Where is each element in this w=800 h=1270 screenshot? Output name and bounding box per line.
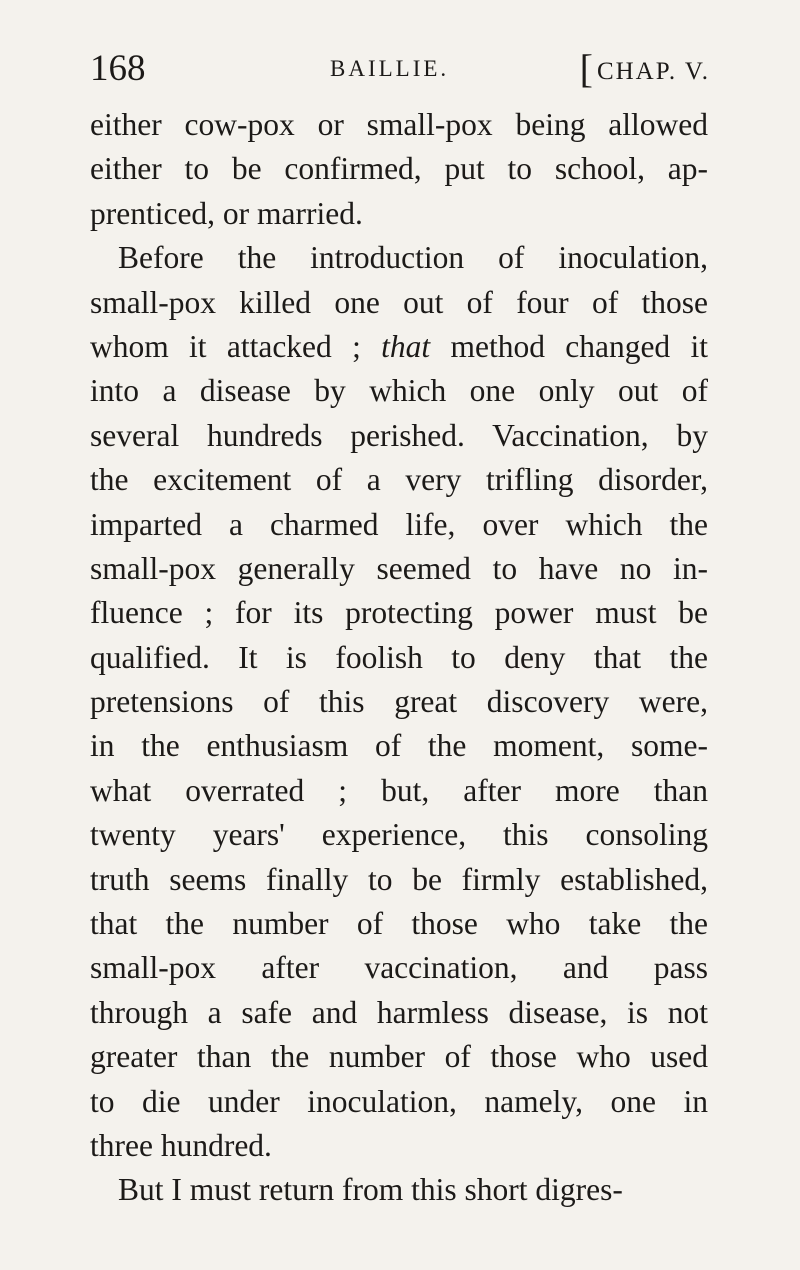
chapter-mark bbox=[580, 44, 710, 97]
text-line: what overrated ; but, after more than bbox=[90, 772, 708, 808]
text-line: prenticed, or married. bbox=[90, 195, 363, 231]
text-line: either to be confirmed, put to school, ap- bbox=[90, 151, 708, 187]
text-line bbox=[90, 325, 708, 369]
text-line: imparted a charmed life, over which the bbox=[90, 506, 708, 542]
text-line: truth seems finally to be firmly established, bbox=[90, 861, 708, 897]
bracket-glyph: [ bbox=[579, 46, 595, 91]
text-line: fluence ; for its protecting power must be bbox=[90, 595, 708, 631]
text-line: that the number of those who take the bbox=[90, 906, 708, 942]
text-line: several hundreds perished. Vaccination, by bbox=[90, 417, 708, 453]
text-line: greater than the number of those who used bbox=[90, 1039, 708, 1075]
text-line: qualified. It is foolish to deny that the bbox=[90, 639, 708, 675]
text-line: Before the introduction of inoculation, bbox=[118, 240, 708, 276]
text-line: small-pox after vaccination, and pass bbox=[90, 950, 708, 986]
text-line: small-pox killed one out of four of those bbox=[90, 284, 708, 320]
text-line: into a disease by which one only out of bbox=[90, 373, 708, 409]
body-text bbox=[90, 103, 708, 1213]
running-head bbox=[90, 44, 710, 94]
page-number: 168 bbox=[90, 48, 146, 89]
text-line: twenty years' experience, this consoling bbox=[90, 817, 708, 853]
text-line: pretensions of this great discovery were, bbox=[90, 684, 708, 720]
text-segment: method changed it bbox=[430, 328, 708, 364]
emphasized-word: that bbox=[381, 328, 431, 364]
running-title: BAILLIE. bbox=[330, 56, 450, 81]
text-line: But I must return from this short digres- bbox=[118, 1172, 623, 1208]
text-line: three hundred. bbox=[90, 1127, 272, 1163]
text-line: through a safe and harmless disease, is not bbox=[90, 994, 708, 1030]
text-segment: whom it attacked ; bbox=[90, 328, 382, 364]
text-line: to die under inoculation, namely, one in bbox=[90, 1083, 708, 1119]
text-line: in the enthusiasm of the moment, some- bbox=[90, 728, 708, 764]
chapter-label: CHAP. V. bbox=[596, 58, 710, 85]
text-line: either cow-pox or small-pox being allowed bbox=[90, 107, 708, 142]
text-line: small-pox generally seemed to have no in- bbox=[90, 550, 708, 586]
text-line: the excitement of a very trifling disorder, bbox=[90, 462, 708, 498]
